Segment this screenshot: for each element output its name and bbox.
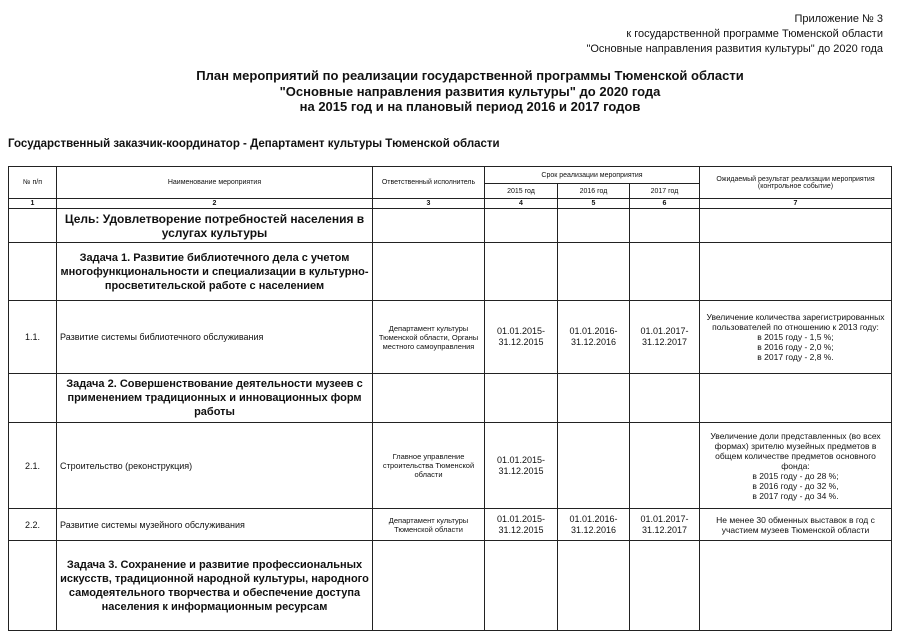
expected-result [700, 423, 892, 509]
row-number: 2.1. [9, 423, 57, 509]
result-2017: в 2017 году - 2,8 %. [757, 352, 834, 362]
document-title [120, 68, 820, 115]
result-2015: в 2015 году - до 28 %; [752, 470, 839, 481]
appendix-program: к государственной программе Тюменской области [626, 28, 883, 40]
period-2016: 01.01.2016-31.12.2016 [558, 509, 630, 541]
header-2016: 2016 год [558, 184, 630, 199]
goal-row [9, 209, 892, 243]
task-2-row [9, 374, 892, 423]
result-2017: в 2017 году - до 34 %. [752, 490, 839, 501]
title-line-2: "Основные направления развития культуры" до 2020 года [279, 83, 661, 99]
column-numbers-row [9, 199, 892, 209]
appendix-number: Приложение № 3 [794, 13, 883, 25]
customer-line: Государственный заказчик-координатор - Департамент культуры Тюменской области [8, 138, 500, 150]
colnum-7: 7 [700, 199, 892, 209]
colnum-6: 6 [630, 199, 700, 209]
header-num: № п/п [9, 167, 57, 199]
expected-result [700, 301, 892, 374]
table-row [9, 301, 892, 374]
row-number: 1.1. [9, 301, 57, 374]
task-2-text: Задача 2. Совершенствование деятельности музеев с применением традиционных и инновационных форм работы [57, 374, 373, 423]
header-name: Наименование мероприятия [57, 167, 373, 199]
period-2015: 01.01.2015-31.12.2015 [485, 301, 558, 374]
period-2015: 01.01.2015-31.12.2015 [485, 423, 558, 509]
header-period: Срок реализации мероприятия [485, 167, 700, 184]
header-row-top [9, 167, 892, 184]
result-2016: в 2016 году - до 32 %, [752, 480, 839, 491]
result-head: Увеличение количества зарегистрированных пользователей по отношению к 2013 году: [706, 312, 885, 332]
task-1-text: Задача 1. Развитие библиотечного дела с учетом многофункциональности и специализации в культурно-просветительской работе с населением [57, 243, 373, 301]
expected-result: Не менее 30 обменных выставок в год с участием музеев Тюменской области [700, 509, 892, 541]
colnum-1: 1 [9, 199, 57, 209]
plan-table [8, 166, 892, 631]
result-head: Увеличение доли представленных (во всех формах) зрителю музейных предметов в общем количестве предметов основного фонда: [710, 430, 881, 471]
header-2015: 2015 год [485, 184, 558, 199]
goal-text: Цель: Удовлетворение потребностей населения в услугах культуры [57, 209, 373, 243]
header-2017: 2017 год [630, 184, 700, 199]
colnum-4: 4 [485, 199, 558, 209]
task-1-row [9, 243, 892, 301]
activity-name: Развитие системы библиотечного обслуживания [57, 301, 373, 374]
executor-cell: Главное управление строительства Тюменской области [373, 423, 485, 509]
activity-name: Строительство (реконструкция) [57, 423, 373, 509]
period-2017 [630, 423, 700, 509]
activity-name: Развитие системы музейного обслуживания [57, 509, 373, 541]
row-number: 2.2. [9, 509, 57, 541]
appendix-block [586, 12, 883, 57]
executor-cell: Департамент культуры Тюменской области [373, 509, 485, 541]
period-2016 [558, 423, 630, 509]
appendix-program-name: "Основные направления развития культуры" до 2020 года [586, 43, 883, 55]
colnum-5: 5 [558, 199, 630, 209]
table-row [9, 509, 892, 541]
period-2017: 01.01.2017-31.12.2017 [630, 301, 700, 374]
title-line-3: на 2015 год и на плановый период 2016 и 2017 годов [299, 99, 641, 114]
header-result: Ожидаемый результат реализации мероприятия (контрольное событие) [700, 167, 892, 199]
result-2016: в 2016 году - 2,0 %; [757, 342, 834, 352]
header-executor: Ответственный исполнитель [373, 167, 485, 199]
colnum-3: 3 [373, 199, 485, 209]
executor-cell: Департамент культуры Тюменской области, Органы местного самоуправления [373, 301, 485, 374]
table-row [9, 423, 892, 509]
task-3-text: Задача 3. Сохранение и развитие профессиональных искусств, традиционной народной культуры, народного самодеятельного творчества и обеспечение доступа населения к информационным ресурсам [57, 541, 373, 631]
task-3-row [9, 541, 892, 631]
period-2016: 01.01.2016-31.12.2016 [558, 301, 630, 374]
period-2015: 01.01.2015-31.12.2015 [485, 509, 558, 541]
title-line-1: План мероприятий по реализации государственной программы Тюменской области [196, 68, 744, 83]
period-2017: 01.01.2017-31.12.2017 [630, 509, 700, 541]
result-2015: в 2015 году - 1,5 %; [757, 332, 834, 342]
colnum-2: 2 [57, 199, 373, 209]
